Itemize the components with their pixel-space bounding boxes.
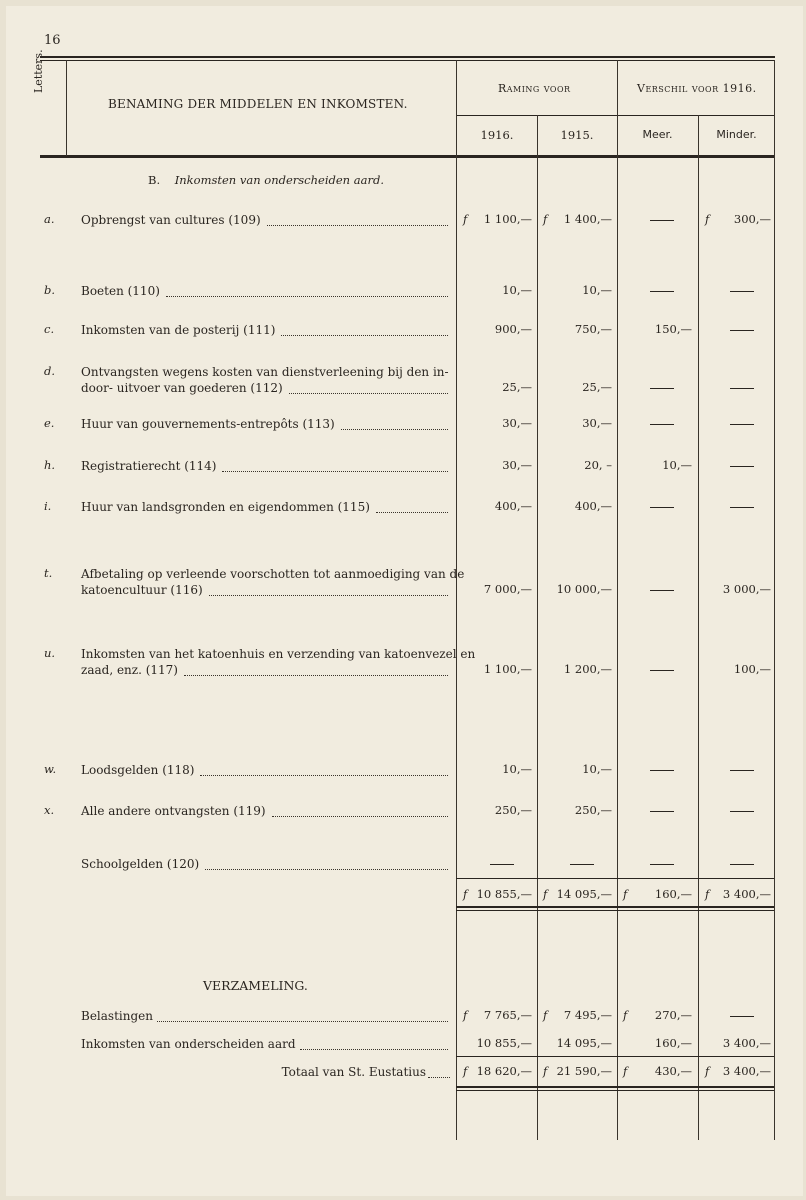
total-minder-value: 3 400,— bbox=[722, 1064, 771, 1078]
row-1916-value: 30,— bbox=[502, 458, 532, 472]
col-line-right bbox=[774, 60, 775, 1140]
total-label: Totaal van St. Eustatius bbox=[281, 1065, 426, 1079]
row-1916-value: 30,— bbox=[502, 416, 532, 430]
row-1915-value: 10,— bbox=[582, 283, 612, 297]
row-1915-florin-sign: f bbox=[543, 212, 548, 226]
row-minder-dash bbox=[730, 466, 754, 467]
row-meer-dash bbox=[650, 507, 674, 508]
row-1916-value: 250,— bbox=[494, 803, 532, 817]
row-1915-value: 750,— bbox=[574, 322, 612, 336]
row-minder-dash bbox=[730, 507, 754, 508]
row-minder-dash bbox=[730, 770, 754, 771]
row-meer-dash bbox=[650, 590, 674, 591]
dotted-leader bbox=[281, 325, 448, 336]
row-1915-value: 1 200,— bbox=[563, 662, 612, 676]
row-minder-dash bbox=[730, 330, 754, 331]
top-double-rule-2 bbox=[40, 60, 775, 61]
top-double-rule bbox=[40, 56, 775, 58]
subtotal-1916-value: 10 855,— bbox=[476, 887, 532, 901]
summary-1915-florin-sign: f bbox=[543, 1008, 548, 1022]
row-description-cont: katoencultuur (116) bbox=[81, 583, 203, 597]
summary-meer-value: 160,— bbox=[654, 1036, 692, 1050]
summary-1916-florin-sign: f bbox=[463, 1008, 468, 1022]
row-description: Opbrengst van cultures (109) bbox=[81, 213, 261, 227]
row-1915-value: 250,— bbox=[574, 803, 612, 817]
row-letter: a. bbox=[44, 212, 55, 226]
row-minder-dash bbox=[730, 388, 754, 389]
row-letter: e. bbox=[44, 416, 55, 430]
row-letter: x. bbox=[44, 803, 55, 817]
dotted-leader bbox=[272, 806, 448, 817]
letters-header: Letters. bbox=[32, 49, 45, 93]
row-minder-dash bbox=[730, 811, 754, 812]
summary-label: Belastingen bbox=[81, 1009, 153, 1023]
dotted-leader bbox=[289, 383, 448, 394]
header-bottom-rule bbox=[40, 155, 775, 158]
subtotal-1915-value: 14 095,— bbox=[556, 887, 612, 901]
summary-meer-florin-sign: f bbox=[623, 1008, 628, 1022]
row-1916-value: 10,— bbox=[502, 762, 532, 776]
row-description: Afbetaling op verleende voorschotten tot aanmoediging van de bbox=[81, 567, 465, 581]
row-description-cont: door- uitvoer van goederen (112) bbox=[81, 381, 283, 395]
row-1915-value: 25,— bbox=[582, 380, 612, 394]
row-description: Inkomsten van het katoenhuis en verzending van katoenvezel en bbox=[81, 647, 476, 661]
verzameling-title: VERZAMELING. bbox=[203, 978, 308, 993]
row-description: Huur van gouvernements-entrepôts (113) bbox=[81, 417, 335, 431]
page-number: 16 bbox=[44, 33, 61, 48]
row-description-cont: zaad, enz. (117) bbox=[81, 663, 178, 677]
row-1915-value: 20, – bbox=[584, 458, 612, 472]
summary-1916-value: 7 765,— bbox=[483, 1008, 532, 1022]
raming-header: Raming voor bbox=[498, 82, 571, 95]
row-1916-value: 1 100,— bbox=[483, 662, 532, 676]
total-1915-florin-sign: f bbox=[543, 1064, 548, 1078]
total-bottom-rule bbox=[456, 1086, 774, 1088]
dotted-leader bbox=[209, 585, 448, 596]
dotted-leader bbox=[222, 461, 448, 472]
col-line-minder bbox=[698, 115, 699, 1140]
col-line-1916 bbox=[456, 60, 457, 1140]
dotted-leader bbox=[376, 502, 448, 513]
row-1916-value: 7 000,— bbox=[483, 582, 532, 596]
summary-minder-dash bbox=[730, 1016, 754, 1017]
row-description: Registratierecht (114) bbox=[81, 459, 217, 473]
row-minder-dash bbox=[730, 864, 754, 865]
row-1915-value: 1 400,— bbox=[563, 212, 612, 226]
row-meer-dash bbox=[650, 770, 674, 771]
row-description: Ontvangsten wegens kosten van dienstverleening bij den in- bbox=[81, 365, 449, 379]
row-minder-value: 3 000,— bbox=[722, 582, 771, 596]
row-1916-value: 400,— bbox=[494, 499, 532, 513]
row-description: Huur van landsgronden en eigendommen (115) bbox=[81, 500, 370, 514]
row-description: Schoolgelden (120) bbox=[81, 857, 200, 871]
summary-minder-value: 3 400,— bbox=[722, 1036, 771, 1050]
row-meer-value: 150,— bbox=[654, 322, 692, 336]
row-description: Inkomsten van de posterij (111) bbox=[81, 323, 276, 337]
row-1916-value: 900,— bbox=[494, 322, 532, 336]
meer-header: Meer. bbox=[642, 128, 673, 141]
row-letter: b. bbox=[44, 283, 56, 297]
row-1916-dash bbox=[490, 864, 514, 865]
row-meer-dash bbox=[650, 388, 674, 389]
col-line-1915 bbox=[537, 115, 538, 1140]
total-1915-value: 21 590,— bbox=[556, 1064, 612, 1078]
row-minder-value: 100,— bbox=[733, 662, 771, 676]
subtotal-rule bbox=[456, 878, 774, 879]
row-meer-dash bbox=[650, 670, 674, 671]
subtotal-minder-florin-sign: f bbox=[705, 887, 710, 901]
total-top-rule bbox=[456, 1056, 774, 1057]
row-letter: t. bbox=[44, 566, 53, 580]
dotted-leader bbox=[300, 1039, 448, 1050]
summary-1915-value: 14 095,— bbox=[556, 1036, 612, 1050]
row-1915-value: 10,— bbox=[582, 762, 612, 776]
section-title bbox=[148, 173, 384, 187]
row-1915-value: 400,— bbox=[574, 499, 612, 513]
minder-header: Minder. bbox=[716, 128, 757, 141]
col-line-meer bbox=[617, 60, 618, 1140]
dotted-leader bbox=[166, 286, 448, 297]
row-letter: h. bbox=[44, 458, 56, 472]
row-meer-dash bbox=[650, 811, 674, 812]
subtotal-1916-florin-sign: f bbox=[463, 887, 468, 901]
section-text: Inkomsten van onderscheiden aard. bbox=[174, 173, 384, 187]
subtotal-1915-florin-sign: f bbox=[543, 887, 548, 901]
row-minder-dash bbox=[730, 291, 754, 292]
row-1916-florin-sign: f bbox=[463, 212, 468, 226]
subtotal-meer-value: 160,— bbox=[654, 887, 692, 901]
row-1915-dash bbox=[570, 864, 594, 865]
subtotal-double-rule-2 bbox=[456, 910, 774, 911]
dotted-leader bbox=[157, 1011, 448, 1022]
total-bottom-rule-2 bbox=[456, 1090, 774, 1091]
header-sub-rule bbox=[457, 115, 775, 116]
summary-1915-value: 7 495,— bbox=[563, 1008, 612, 1022]
table-title: BENAMING DER MIDDELEN EN INKOMSTEN. bbox=[108, 97, 408, 111]
summary-1916-value: 10 855,— bbox=[476, 1036, 532, 1050]
row-1916-value: 1 100,— bbox=[483, 212, 532, 226]
summary-meer-value: 270,— bbox=[654, 1008, 692, 1022]
subtotal-minder-value: 3 400,— bbox=[722, 887, 771, 901]
row-1916-value: 10,— bbox=[502, 283, 532, 297]
dotted-leader bbox=[428, 1067, 450, 1078]
col-line-letters bbox=[66, 60, 67, 156]
row-1915-value: 10 000,— bbox=[556, 582, 612, 596]
dotted-leader bbox=[267, 215, 448, 226]
row-meer-dash bbox=[650, 291, 674, 292]
row-description: Loodsgelden (118) bbox=[81, 763, 195, 777]
total-minder-florin-sign: f bbox=[705, 1064, 710, 1078]
row-meer-dash bbox=[650, 864, 674, 865]
total-meer-florin-sign: f bbox=[623, 1064, 628, 1078]
row-minder-dash bbox=[730, 424, 754, 425]
col-1916-header: 1916. bbox=[480, 128, 514, 142]
row-meer-dash bbox=[650, 220, 674, 221]
row-meer-dash bbox=[650, 424, 674, 425]
summary-label: Inkomsten van onderscheiden aard bbox=[81, 1037, 296, 1051]
row-minder-florin-sign: f bbox=[705, 212, 710, 226]
row-letter: w. bbox=[44, 762, 57, 776]
row-letter: i. bbox=[44, 499, 52, 513]
dotted-leader bbox=[341, 419, 448, 430]
dotted-leader bbox=[205, 859, 448, 870]
verschil-header: Verschil voor 1916. bbox=[637, 82, 757, 95]
row-letter: d. bbox=[44, 364, 56, 378]
row-description: Alle andere ontvangsten (119) bbox=[81, 804, 266, 818]
row-1915-value: 30,— bbox=[582, 416, 612, 430]
row-letter: u. bbox=[44, 646, 56, 660]
dotted-leader bbox=[184, 665, 448, 676]
row-meer-value: 10,— bbox=[662, 458, 692, 472]
subtotal-meer-florin-sign: f bbox=[623, 887, 628, 901]
total-1916-florin-sign: f bbox=[463, 1064, 468, 1078]
row-description: Boeten (110) bbox=[81, 284, 160, 298]
dotted-leader bbox=[200, 765, 448, 776]
row-1916-value: 25,— bbox=[502, 380, 532, 394]
total-1916-value: 18 620,— bbox=[476, 1064, 532, 1078]
row-letter: c. bbox=[44, 322, 55, 336]
section-letter: B. bbox=[148, 173, 161, 187]
subtotal-double-rule bbox=[456, 906, 774, 908]
row-minder-value: 300,— bbox=[733, 212, 771, 226]
col-1915-header: 1915. bbox=[560, 128, 594, 142]
total-meer-value: 430,— bbox=[654, 1064, 692, 1078]
